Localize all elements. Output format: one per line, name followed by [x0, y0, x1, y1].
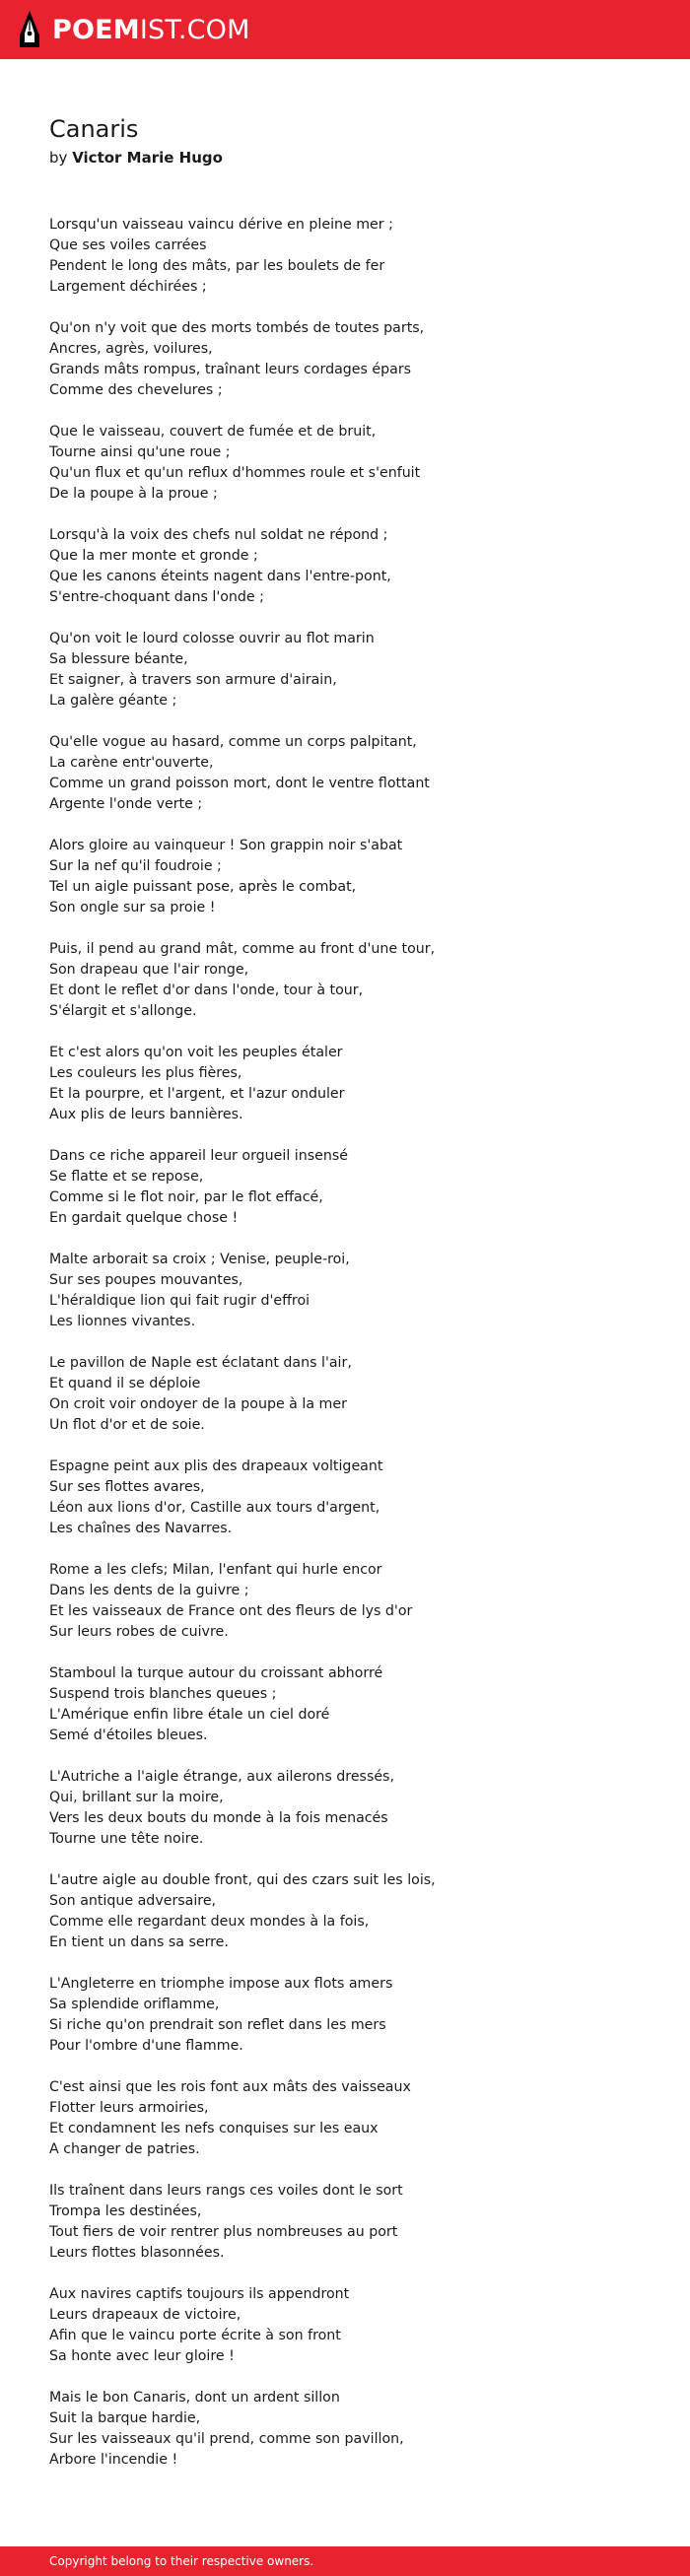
poem-line: Grands mâts rompus, traînant leurs cordages épars [49, 362, 412, 377]
poem-title: Canaris [49, 115, 139, 143]
site-footer [0, 2546, 690, 2576]
poem-line: Lorsqu'à la voix des chefs nul soldat ne répond ; [49, 527, 388, 543]
poem-line: L'autre aigle au double front, qui des czars suit les lois, [49, 1872, 436, 1888]
poem-line: La carène entr'ouverte, [49, 755, 214, 771]
poem-line: Afin que le vaincu porte écrite à son front [49, 2328, 341, 2343]
poem-byline [49, 148, 641, 168]
poem-line: Sur leurs robes de cuivre. [49, 1624, 229, 1640]
poem-stanza [49, 1560, 641, 1643]
poem-line: Lorsqu'un vaisseau vaincu dérive en pleine mer ; [49, 217, 393, 233]
poem-line: Aux navires captifs toujours ils appendront [49, 2286, 350, 2302]
poem-line: Léon aux lions d'or, Castille aux tours d'argent, [49, 1500, 380, 1516]
poem-line: Ancres, agrès, voilures, [49, 341, 213, 357]
poem-line: Alors gloire au vainqueur ! Son grappin noir s'abat [49, 838, 403, 853]
poem-stanza [49, 836, 641, 918]
poem-line: Sa splendide oriflamme, [49, 1997, 220, 2012]
poem-line: Ils traînent dans leurs rangs ces voiles dont le sort [49, 2183, 403, 2199]
poem-line: Que ses voiles carrées [49, 237, 207, 253]
poem-line: Qui, brillant sur la moire, [49, 1790, 224, 1805]
poem-line: L'Amérique enfin libre étale un ciel doré [49, 1707, 330, 1723]
poem-line: L'Autriche a l'aigle étrange, aux ailerons dressés, [49, 1769, 394, 1785]
poem-stanza [49, 1974, 641, 2057]
poem-stanza [49, 422, 641, 505]
poem-line: L'Angleterre en triomphe impose aux flots amers [49, 1976, 393, 1992]
poem-line: Puis, il pend au grand mât, comme au front d'une tour, [49, 941, 436, 957]
poem-stanza [49, 2388, 641, 2471]
poem-line: Comme des chevelures ; [49, 382, 223, 398]
pen-nib-icon[interactable] [18, 10, 41, 49]
poem-line: Son drapeau que l'air ronge, [49, 962, 249, 978]
poem-line: Sa blessure béante, [49, 651, 188, 667]
site-header [0, 0, 690, 59]
poem-line: Se flatte et se repose, [49, 1169, 204, 1185]
poem-stanza [49, 1250, 641, 1332]
poem-stanza [49, 1767, 641, 1850]
poem-line: Le pavillon de Naple est éclatant dans l'air, [49, 1355, 352, 1371]
poem-line: Suit la barque hardie, [49, 2410, 201, 2426]
poem-body [49, 215, 641, 2471]
poem-line: Et les vaisseaux de France ont des fleurs de lys d'or [49, 1603, 413, 1619]
copyright-text: Copyright belong to their respective owners. [49, 2554, 314, 2568]
poem-line: Et quand il se déploie [49, 1376, 201, 1391]
poem-line: Tourne ainsi qu'une roue ; [49, 444, 231, 460]
poem-line: Tout fiers de voir rentrer plus nombreuses au port [49, 2224, 398, 2240]
poem-line: Dans ce riche appareil leur orgueil insensé [49, 1148, 348, 1164]
poem-author: Victor Marie Hugo [72, 149, 223, 167]
poem-line: Espagne peint aux plis des drapeaux voltigeant [49, 1458, 383, 1474]
logo-text-bold: POEM [52, 14, 140, 45]
poem-stanza [49, 2181, 641, 2264]
poem-line: Sur les vaisseaux qu'il prend, comme son pavillon, [49, 2431, 404, 2447]
poem-line: Pour l'ombre d'une flamme. [49, 2038, 243, 2054]
poem-container [49, 110, 641, 2491]
poem-line: On croit voir ondoyer de la poupe à la mer [49, 1396, 347, 1412]
poem-stanza [49, 1043, 641, 1125]
poem-line: Flotter leurs armoiries, [49, 2100, 209, 2116]
poem-line: Et c'est alors qu'on voit les peuples étaler [49, 1045, 343, 1060]
poem-line: Sur ses flottes avares, [49, 1479, 205, 1495]
poem-line: Un flot d'or et de soie. [49, 1417, 205, 1433]
poem-line: Argente l'onde verte ; [49, 796, 203, 812]
poem-stanza [49, 1146, 641, 1229]
poem-line: Sur ses poupes mouvantes, [49, 1272, 243, 1288]
poem-line: L'héraldique lion qui fait rugir d'effroi [49, 1293, 310, 1309]
poem-line: Qu'on voit le lourd colosse ouvrir au flot marin [49, 631, 375, 646]
poem-line: Malte arborait sa croix ; Venise, peuple-roi, [49, 1252, 350, 1267]
poem-line: Son antique adversaire, [49, 1893, 217, 1909]
poem-line: A changer de patries. [49, 2141, 200, 2157]
logo-text-light: IST.COM [139, 14, 250, 45]
poem-line: Aux plis de leurs bannières. [49, 1107, 243, 1122]
poem-stanza [49, 318, 641, 401]
poem-line: Tourne une tête noire. [49, 1831, 204, 1847]
poem-line: Qu'on n'y voit que des morts tombés de toutes parts, [49, 320, 425, 336]
poem-line: Leurs flottes blasonnées. [49, 2245, 225, 2261]
poem-line: Leurs drapeaux de victoire, [49, 2307, 242, 2323]
poem-line: Les lionnes vivantes. [49, 1314, 196, 1329]
poem-line: Semé d'étoiles bleues. [49, 1728, 208, 1743]
poem-line: Trompa les destinées, [49, 2203, 202, 2219]
poem-line: Son ongle sur sa proie ! [49, 900, 216, 915]
poem-line: Sur la nef qu'il foudroie ; [49, 858, 222, 874]
poem-line: C'est ainsi que les rois font aux mâts des vaisseaux [49, 2079, 411, 2095]
poem-line: Stamboul la turque autour du croissant abhorré [49, 1665, 383, 1681]
site-logo[interactable] [52, 14, 250, 45]
poem-line: Comme si le flot noir, par le flot effacé, [49, 1189, 323, 1205]
poem-line: Et dont le reflet d'or dans l'onde, tour à tour, [49, 983, 364, 998]
poem-line: Comme un grand poisson mort, dont le ventre flottant [49, 776, 430, 791]
poem-line: En gardait quelque chose ! [49, 1210, 239, 1226]
poem-line: Et saigner, à travers son armure d'airain, [49, 672, 337, 688]
poem-stanza [49, 732, 641, 815]
poem-stanza [49, 629, 641, 712]
by-label: by [49, 149, 68, 167]
poem-stanza [49, 939, 641, 1022]
poem-line: S'élargit et s'allonge. [49, 1003, 197, 1019]
poem-line: Rome a les clefs; Milan, l'enfant qui hurle encor [49, 1562, 382, 1578]
poem-line: Largement déchirées ; [49, 279, 207, 295]
poem-stanza [49, 1457, 641, 1539]
poem-line: En tient un dans sa serre. [49, 1934, 229, 1950]
poem-stanza [49, 1353, 641, 1436]
poem-line: Arbore l'incendie ! [49, 2452, 178, 2468]
poem-line: Les couleurs les plus fières, [49, 1065, 242, 1081]
poem-line: Qu'elle vogue au hasard, comme un corps palpitant, [49, 734, 417, 750]
poem-stanza [49, 2284, 641, 2367]
poem-line: Tel un aigle puissant pose, après le combat, [49, 879, 357, 895]
poem-stanza [49, 215, 641, 298]
poem-line: Et condamnent les nefs conquises sur les eaux [49, 2121, 379, 2136]
poem-stanza [49, 1663, 641, 1746]
poem-line: Mais le bon Canaris, dont un ardent sillon [49, 2390, 340, 2406]
poem-line: De la poupe à la proue ; [49, 486, 218, 502]
poem-line: S'entre-choquant dans l'onde ; [49, 589, 264, 605]
poem-line: La galère géante ; [49, 693, 177, 709]
poem-line: Que la mer monte et gronde ; [49, 548, 258, 564]
poem-line: Si riche qu'on prendrait son reflet dans les mers [49, 2017, 386, 2033]
poem-stanza [49, 525, 641, 608]
poem-stanza [49, 1870, 641, 1953]
poem-line: Les chaînes des Navarres. [49, 1521, 233, 1536]
poem-line: Et la pourpre, et l'argent, et l'azur onduler [49, 1086, 345, 1102]
poem-stanza [49, 2077, 641, 2160]
poem-line: Qu'un flux et qu'un reflux d'hommes roule et s'enfuit [49, 465, 421, 481]
poem-line: Dans les dents de la guivre ; [49, 1583, 249, 1598]
poem-line: Que le vaisseau, couvert de fumée et de bruit, [49, 424, 377, 440]
poem-line: Suspend trois blanches queues ; [49, 1686, 277, 1702]
poem-line: Comme elle regardant deux mondes à la fois, [49, 1914, 370, 1930]
poem-line: Pendent le long des mâts, par les boulets de fer [49, 258, 385, 274]
poem-line: Sa honte avec leur gloire ! [49, 2348, 235, 2364]
poem-line: Vers les deux bouts du monde à la fois menacés [49, 1810, 388, 1826]
poem-line: Que les canons éteints nagent dans l'entre-pont, [49, 569, 391, 584]
